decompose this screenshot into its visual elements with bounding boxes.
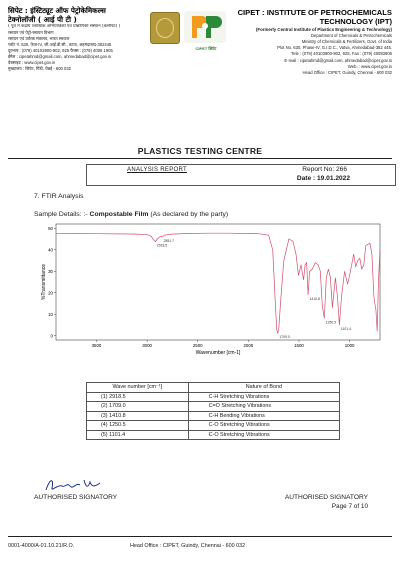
hindi-line: दूरभाष : (079) 40103900-902, 925 फैक्स : (079) 4008 1905 xyxy=(8,47,113,53)
bond-cell: C-O Stretching Vibrations xyxy=(188,421,339,431)
address-line: Web. : www.cipet.gov.in xyxy=(347,63,392,69)
column-header-wave-number: Wave number [cm⁻¹] xyxy=(87,383,189,393)
address-line: Tele : (079) 40103900-902, 925, Fax : (079) 40083905 xyxy=(291,51,392,57)
hindi-line: ईमेल : cipetahmd@gmail.com, ahmedabad@cipet.gov.in xyxy=(8,53,112,59)
x-tick-label: 3500 xyxy=(91,343,102,348)
section-heading: 7. FTIR Analysis xyxy=(34,193,84,200)
wave-number-cell: (5) 1101.4 xyxy=(87,430,189,440)
hindi-line: रसायन एवं उर्वरक मंत्रालय, भारत सरकार xyxy=(8,35,70,41)
address-line: E-mail : cipetahmd@gmail.com, ahmedabad@cipet.gov.in xyxy=(284,57,392,63)
hindi-subtitle: ( पूर्व में केंद्रीय प्लास्टिक अभियांत्रिकी एवं प्रौद्योगिकी संस्थान (केसीपेट) ) xyxy=(8,24,121,29)
address-line: Head Office : CIPET, Guindy, Chennai - 600 032 xyxy=(302,70,392,76)
hindi-title-1: सिपेट : इंस्टिट्यूट ऑफ पेट्रोकेमिकल्स xyxy=(8,6,106,15)
hindi-title-2: टेक्नोलॉजी ( आई पी टी ) xyxy=(8,15,77,24)
institute-title-1: CIPET : INSTITUTE OF PETROCHEMICALS xyxy=(237,8,392,17)
logo-caption: CIPET सिपेट xyxy=(195,46,217,51)
peak-label: 1250.5 xyxy=(325,320,337,325)
header-english-block xyxy=(236,8,392,76)
bond-cell: C-O Stretching Vibrations xyxy=(188,430,339,440)
x-tick-label: 3000 xyxy=(142,343,153,348)
table-row xyxy=(87,402,340,412)
table-row xyxy=(87,430,340,440)
y-tick-label: 40 xyxy=(48,247,53,253)
cipet-logo-icon xyxy=(182,8,228,62)
hindi-line: रसायन एवं पेट्रो-रसायन विभाग xyxy=(8,29,54,35)
hindi-line: मुख्यालय : सिपेट, गिंडी, चेन्नई - 600 032 xyxy=(8,65,72,71)
hologram-seal-icon xyxy=(150,12,180,44)
y-tick-label: 20 xyxy=(48,290,53,296)
wave-number-cell: (4) 1250.5 xyxy=(87,421,189,431)
bond-table xyxy=(86,382,340,440)
y-tick-label: 50 xyxy=(48,225,53,231)
peak-label: 1410.8 xyxy=(309,296,320,301)
footer-divider xyxy=(8,536,392,537)
title-divider xyxy=(8,158,392,159)
y-tick-label: 10 xyxy=(48,311,53,317)
peak-label: 1709.0 xyxy=(279,335,290,339)
table-row xyxy=(87,392,340,402)
wave-number-cell: (2) 1709.0 xyxy=(87,402,189,412)
report-number: Report No: 266 xyxy=(302,166,347,173)
table-row xyxy=(87,421,340,431)
authorised-signatory-left: AUTHORISED SIGNATORY xyxy=(34,494,118,501)
bond-cell: C-H Bending Vibrations xyxy=(188,411,339,421)
table-row xyxy=(87,411,340,421)
signature-icon xyxy=(40,474,110,496)
peak-label: 1101.4 xyxy=(340,326,351,331)
y-tick-label: 0 xyxy=(50,333,53,339)
bond-cell: C=O Stretching Vibrations xyxy=(188,402,339,412)
footer-form-code: 0001-4000/A-01.10.21/R.O. xyxy=(8,543,75,549)
analysis-report-label: ANALYSIS REPORT xyxy=(127,167,187,173)
spectrum-line xyxy=(56,233,380,333)
address-line: Plot No. 630, Phase-IV, G.I.D.C., Vatva, Ahmedabad-382 445. xyxy=(277,45,392,51)
peak-label: 2851.7 xyxy=(163,238,175,243)
institute-subtitle: (Formerly Central Institute of Plastics Engineering & Technology) xyxy=(255,26,392,32)
sample-suffix: (As declared by the party) xyxy=(150,211,229,218)
report-date: Date : 19.01.2022 xyxy=(296,175,350,182)
ftir-chart xyxy=(40,222,384,360)
x-axis-label: Wavenumber [cm-1] xyxy=(195,350,241,356)
page-number: Page 7 of 10 xyxy=(331,503,368,510)
footer-head-office: Head Office : CIPET, Guindy, Chennai - 600 032 xyxy=(130,543,246,549)
page-title: PLASTICS TESTING CENTRE xyxy=(137,146,263,156)
hindi-line: वेबसाइट : www.cipet.gov.in xyxy=(8,59,56,65)
sample-name: Compostable Film xyxy=(89,211,149,218)
peak-label: 2918.5 xyxy=(156,243,168,248)
bond-cell: C-H Stretching Vibrations xyxy=(188,392,339,402)
x-tick-label: 2000 xyxy=(243,343,254,348)
y-axis-label: %Transmittance xyxy=(41,264,47,300)
wave-number-cell: (1) 2918.5 xyxy=(87,392,189,402)
x-tick-label: 1000 xyxy=(344,343,355,348)
address-line: Ministry of Chemicals & Fertilizers, Govt. of India xyxy=(301,39,392,45)
y-tick-label: 30 xyxy=(48,268,53,274)
wave-number-cell: (3) 1410.8 xyxy=(87,411,189,421)
authorised-signatory-right: AUTHORISED SIGNATORY xyxy=(284,494,368,501)
sample-details xyxy=(34,211,228,218)
analysis-report-box xyxy=(86,164,396,186)
column-header-nature-of-bond: Nature of Bond xyxy=(188,383,339,393)
x-tick-label: 2500 xyxy=(192,343,203,348)
address-line: Department of Chemicals & Petrochemicals xyxy=(311,32,392,38)
table-header-row xyxy=(87,383,340,393)
x-tick-label: 1500 xyxy=(294,343,304,348)
sample-prefix: Sample Details: :- xyxy=(34,211,88,218)
hindi-line: प्लॉट नं. 630, फेज़-IV, जी.आई.डी.सी., वटवा, अहमदाबाद-382445 xyxy=(8,41,112,47)
institute-title-2: TECHNOLOGY (IPT) xyxy=(319,17,392,27)
